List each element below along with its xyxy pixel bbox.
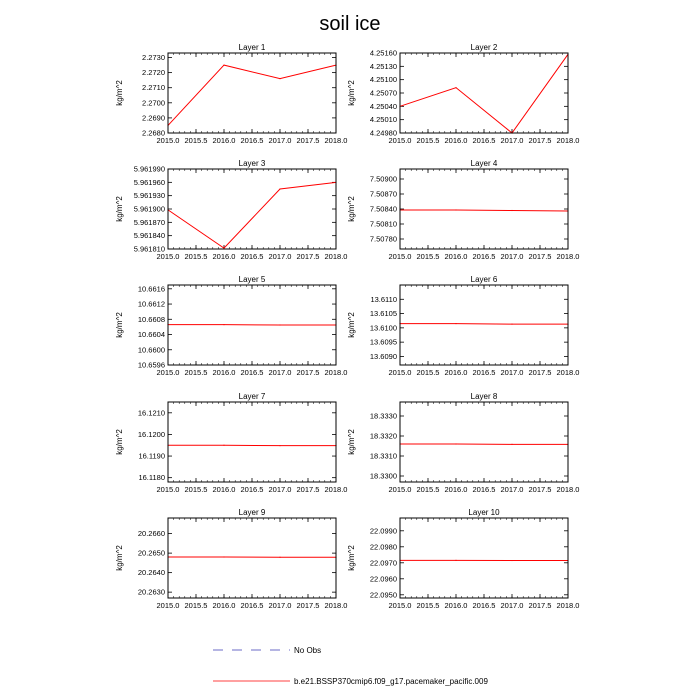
- panel-layer-3: [115, 159, 347, 261]
- y-tick-label: 13.6105: [369, 309, 397, 319]
- data-point: [455, 323, 456, 324]
- x-tick-label: 2017.5: [528, 252, 552, 261]
- y-tick-label: 4.25130: [369, 61, 397, 71]
- data-point: [223, 64, 224, 65]
- x-tick-label: 2018.0: [324, 601, 348, 610]
- panel-layer-8: [347, 392, 579, 494]
- x-tick-label: 2017.5: [296, 368, 320, 377]
- x-tick-label: 2017.5: [296, 252, 320, 261]
- panel-title: Layer 2: [470, 43, 498, 52]
- plot-frame: [168, 169, 336, 249]
- x-tick-label: 2015.0: [388, 136, 412, 145]
- data-point: [223, 324, 224, 325]
- x-tick-label: 2018.0: [324, 252, 348, 261]
- y-tick-label: 4.24980: [369, 128, 397, 138]
- y-tick-label: 10.6604: [137, 330, 165, 340]
- y-tick-label: 5.961900: [133, 204, 165, 214]
- x-tick-label: 2016.0: [444, 252, 468, 261]
- y-tick-label: 2.2710: [142, 83, 165, 93]
- x-tick-label: 2016.5: [472, 252, 496, 261]
- y-tick-label: 22.0950: [369, 590, 397, 600]
- data-point: [455, 87, 456, 88]
- panel-layer-9: [115, 508, 347, 610]
- panel-title: Layer 3: [238, 159, 266, 168]
- legend: [213, 646, 488, 686]
- x-tick-label: 2018.0: [324, 368, 348, 377]
- data-point: [223, 445, 224, 446]
- panel-layer-5: [115, 275, 347, 377]
- x-tick-label: 2017.0: [268, 485, 292, 494]
- x-tick-label: 2015.0: [156, 252, 180, 261]
- x-tick-label: 2017.0: [500, 252, 524, 261]
- x-tick-label: 2018.0: [556, 136, 580, 145]
- x-tick-label: 2016.0: [212, 485, 236, 494]
- x-tick-label: 2015.5: [416, 485, 440, 494]
- y-tick-label: 20.2640: [137, 568, 165, 578]
- y-tick-label: 13.6095: [369, 337, 397, 347]
- x-tick-label: 2017.0: [500, 601, 524, 610]
- x-tick-label: 2016.5: [240, 485, 264, 494]
- y-tick-label: 7.50780: [369, 234, 397, 244]
- y-tick-label: 2.2680: [142, 128, 165, 138]
- plot-frame: [400, 169, 568, 249]
- y-tick-label: 5.961840: [133, 231, 165, 241]
- y-tick-label: 10.6616: [137, 284, 165, 294]
- x-tick-label: 2016.0: [212, 252, 236, 261]
- data-point: [511, 324, 512, 325]
- y-tick-label: 16.1180: [138, 473, 165, 483]
- y-tick-label: 20.2660: [137, 529, 165, 539]
- y-tick-label: 5.961870: [133, 217, 165, 227]
- y-tick-label: 5.961960: [133, 177, 165, 187]
- x-tick-label: 2017.0: [500, 368, 524, 377]
- data-point: [455, 443, 456, 444]
- y-tick-label: 13.6090: [369, 351, 397, 361]
- x-tick-label: 2015.5: [184, 252, 208, 261]
- data-point: [279, 445, 280, 446]
- y-tick-label: 22.0960: [369, 574, 397, 584]
- panel-title: Layer 5: [238, 275, 266, 284]
- series-line-layer-3: [168, 182, 336, 248]
- x-tick-label: 2016.0: [444, 601, 468, 610]
- series-line-layer-6: [400, 324, 568, 325]
- x-tick-label: 2015.5: [416, 136, 440, 145]
- panel-layer-6: [347, 275, 579, 377]
- x-tick-label: 2015.5: [184, 368, 208, 377]
- x-tick-label: 2018.0: [556, 368, 580, 377]
- y-tick-label: 16.1210: [137, 408, 165, 418]
- y-axis-label: kg/m^2: [347, 312, 356, 338]
- x-tick-label: 2015.5: [416, 368, 440, 377]
- x-tick-label: 2016.5: [472, 136, 496, 145]
- y-tick-label: 13.6100: [369, 323, 397, 333]
- x-tick-label: 2017.0: [268, 136, 292, 145]
- x-tick-label: 2016.0: [212, 368, 236, 377]
- x-tick-label: 2016.5: [472, 601, 496, 610]
- x-tick-label: 2016.0: [444, 368, 468, 377]
- y-axis-label: kg/m^2: [347, 80, 356, 106]
- x-tick-label: 2017.5: [296, 136, 320, 145]
- y-tick-label: 2.2700: [142, 98, 165, 108]
- x-tick-label: 2016.5: [240, 368, 264, 377]
- y-tick-label: 13.6110: [370, 294, 397, 304]
- data-point: [279, 78, 280, 79]
- x-tick-label: 2017.0: [500, 485, 524, 494]
- panel-title: Layer 8: [470, 392, 498, 401]
- panel-layer-4: [347, 159, 579, 261]
- x-tick-label: 2015.0: [388, 252, 412, 261]
- x-tick-label: 2015.0: [388, 601, 412, 610]
- y-axis-label: kg/m^2: [115, 312, 124, 338]
- series-line-layer-2: [400, 54, 568, 133]
- y-tick-label: 10.6600: [137, 345, 165, 355]
- plot-frame: [400, 518, 568, 598]
- panel-layer-7: [115, 392, 347, 494]
- y-tick-label: 5.961930: [133, 191, 165, 201]
- y-tick-label: 4.25160: [369, 48, 397, 58]
- y-tick-label: 22.0990: [369, 526, 397, 536]
- x-tick-label: 2018.0: [556, 485, 580, 494]
- x-tick-label: 2015.5: [416, 601, 440, 610]
- data-point: [511, 560, 512, 561]
- x-tick-label: 2016.5: [240, 601, 264, 610]
- series-line-layer-4: [400, 210, 568, 211]
- y-tick-label: 2.2690: [142, 113, 165, 123]
- x-tick-label: 2017.0: [500, 136, 524, 145]
- y-tick-label: 10.6596: [137, 360, 165, 370]
- x-tick-label: 2016.0: [212, 601, 236, 610]
- data-point: [511, 210, 512, 211]
- y-axis-label: kg/m^2: [347, 545, 356, 571]
- plot-frame: [400, 53, 568, 133]
- x-tick-label: 2015.0: [388, 485, 412, 494]
- plot-frame: [400, 402, 568, 482]
- x-tick-label: 2015.0: [156, 136, 180, 145]
- plot-frame: [400, 285, 568, 365]
- figure-title: soil ice: [319, 13, 381, 35]
- data-point: [279, 188, 280, 189]
- panel-layer-10: [347, 508, 579, 610]
- y-tick-label: 22.0970: [369, 558, 397, 568]
- y-axis-label: kg/m^2: [115, 429, 124, 455]
- panel-title: Layer 1: [238, 43, 266, 52]
- y-tick-label: 10.6612: [137, 299, 165, 309]
- data-point: [455, 209, 456, 210]
- y-axis-label: kg/m^2: [115, 196, 124, 222]
- y-axis-label: kg/m^2: [115, 80, 124, 106]
- x-tick-label: 2017.5: [528, 601, 552, 610]
- x-tick-label: 2016.5: [472, 485, 496, 494]
- panel-title: Layer 9: [238, 508, 266, 517]
- y-tick-label: 2.2730: [142, 53, 165, 63]
- y-tick-label: 16.1190: [138, 451, 165, 461]
- y-tick-label: 18.3320: [369, 431, 397, 441]
- y-tick-label: 18.3330: [369, 411, 397, 421]
- x-tick-label: 2017.5: [296, 601, 320, 610]
- panel-title: Layer 10: [468, 508, 500, 517]
- x-tick-label: 2015.5: [184, 485, 208, 494]
- y-tick-label: 10.6608: [137, 314, 165, 324]
- data-point: [455, 560, 456, 561]
- y-tick-label: 7.50810: [369, 219, 397, 229]
- x-tick-label: 2018.0: [556, 601, 580, 610]
- x-tick-label: 2015.0: [388, 368, 412, 377]
- x-tick-label: 2017.5: [528, 485, 552, 494]
- x-tick-label: 2016.5: [472, 368, 496, 377]
- x-tick-label: 2016.0: [444, 136, 468, 145]
- y-axis-label: kg/m^2: [347, 196, 356, 222]
- panel-layer-2: [347, 43, 579, 145]
- x-tick-label: 2018.0: [556, 252, 580, 261]
- x-tick-label: 2015.0: [156, 485, 180, 494]
- y-tick-label: 7.50840: [369, 204, 397, 214]
- plot-frame: [168, 53, 336, 133]
- x-tick-label: 2015.5: [184, 601, 208, 610]
- x-tick-label: 2018.0: [324, 136, 348, 145]
- x-tick-label: 2016.0: [212, 136, 236, 145]
- panel-title: Layer 7: [238, 392, 266, 401]
- y-axis-label: kg/m^2: [115, 545, 124, 571]
- panel-grid: [115, 43, 579, 610]
- x-tick-label: 2017.0: [268, 601, 292, 610]
- x-tick-label: 2016.5: [240, 136, 264, 145]
- y-tick-label: 4.25070: [369, 88, 397, 98]
- x-tick-label: 2015.5: [416, 252, 440, 261]
- y-tick-label: 18.3310: [369, 451, 397, 461]
- x-tick-label: 2016.5: [240, 252, 264, 261]
- panel-title: Layer 6: [470, 275, 498, 284]
- y-tick-label: 20.2630: [137, 587, 165, 597]
- x-tick-label: 2017.5: [528, 136, 552, 145]
- x-tick-label: 2017.5: [296, 485, 320, 494]
- y-axis-label: kg/m^2: [347, 429, 356, 455]
- x-tick-label: 2015.5: [184, 136, 208, 145]
- legend-no-obs-label: No Obs: [294, 646, 322, 655]
- y-tick-label: 4.25040: [369, 101, 397, 111]
- x-tick-label: 2017.0: [268, 252, 292, 261]
- x-tick-label: 2017.5: [528, 368, 552, 377]
- y-tick-label: 7.50900: [369, 174, 397, 184]
- panel-layer-1: [115, 43, 347, 145]
- y-tick-label: 16.1200: [137, 429, 165, 439]
- y-tick-label: 5.961810: [133, 244, 165, 254]
- y-tick-label: 7.50870: [369, 189, 397, 199]
- y-tick-label: 18.3300: [369, 471, 397, 481]
- y-tick-label: 5.961990: [133, 164, 165, 174]
- y-tick-label: 2.2720: [142, 68, 165, 78]
- y-tick-label: 4.25010: [369, 115, 397, 125]
- plot-frame: [168, 518, 336, 598]
- data-point: [279, 324, 280, 325]
- x-tick-label: 2016.0: [444, 485, 468, 494]
- y-tick-label: 20.2650: [137, 548, 165, 558]
- legend-model-label: b.e21.BSSP370cmip6.f09_g17.pacemaker_pacific.009: [294, 677, 488, 686]
- x-tick-label: 2018.0: [324, 485, 348, 494]
- y-tick-label: 22.0980: [369, 542, 397, 552]
- data-point: [223, 556, 224, 557]
- x-tick-label: 2017.0: [268, 368, 292, 377]
- panel-title: Layer 4: [470, 159, 498, 168]
- data-point: [279, 557, 280, 558]
- plot-frame: [168, 402, 336, 482]
- x-tick-label: 2015.0: [156, 601, 180, 610]
- series-line-layer-1: [168, 65, 336, 125]
- x-tick-label: 2015.0: [156, 368, 180, 377]
- data-point: [511, 444, 512, 445]
- y-tick-label: 4.25100: [369, 75, 397, 85]
